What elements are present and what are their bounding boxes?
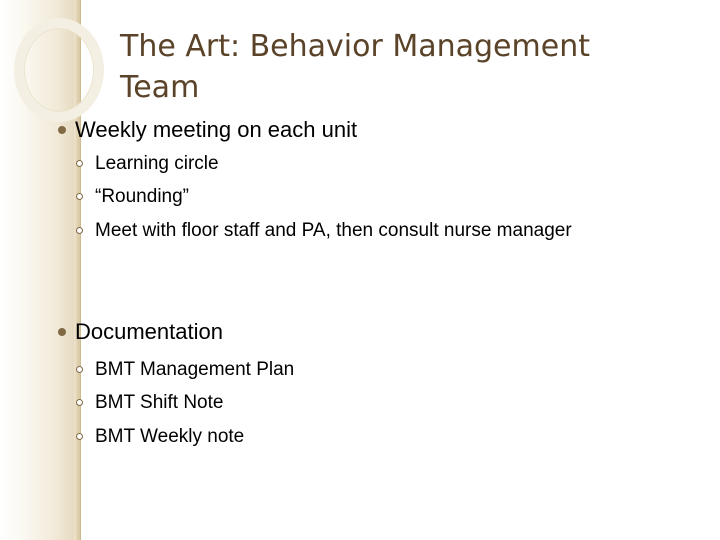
sub-bullet-bmt-management-plan	[76, 356, 636, 384]
sub-bullet-text: BMT Shift Note	[95, 392, 224, 413]
sub-bullet-text: Meet with floor staff and PA, then consult nurse manager	[95, 220, 572, 241]
sub-bullet-bmt-shift-note	[76, 389, 636, 417]
sub-bullet-ring-icon	[76, 160, 83, 167]
sub-bullet-meet-floor-staff	[76, 217, 636, 245]
slide-title-line-2: Team	[120, 70, 200, 105]
bullet-text: Weekly meeting on each unit	[75, 117, 358, 142]
sub-bullet-ring-icon	[76, 227, 83, 234]
sub-bullet-text: “Rounding”	[95, 186, 189, 207]
sub-bullet-ring-icon	[76, 193, 83, 200]
bullet-dot-icon	[58, 126, 66, 134]
sub-bullet-rounding	[76, 183, 636, 211]
sub-bullet-text: BMT Weekly note	[95, 426, 245, 447]
sub-bullet-ring-icon	[76, 366, 83, 373]
sub-bullet-bmt-weekly-note	[76, 423, 636, 451]
bullet-text: Documentation	[75, 319, 223, 344]
slide-title-line-1: The Art: Behavior Management	[120, 29, 590, 64]
sub-bullet-ring-icon	[76, 433, 83, 440]
sub-bullet-text: BMT Management Plan	[95, 359, 295, 380]
sub-bullet-ring-icon	[76, 399, 83, 406]
sub-bullet-learning-circle	[76, 150, 636, 178]
bullet-dot-icon	[58, 328, 66, 336]
sub-bullet-text: Learning circle	[95, 153, 219, 174]
